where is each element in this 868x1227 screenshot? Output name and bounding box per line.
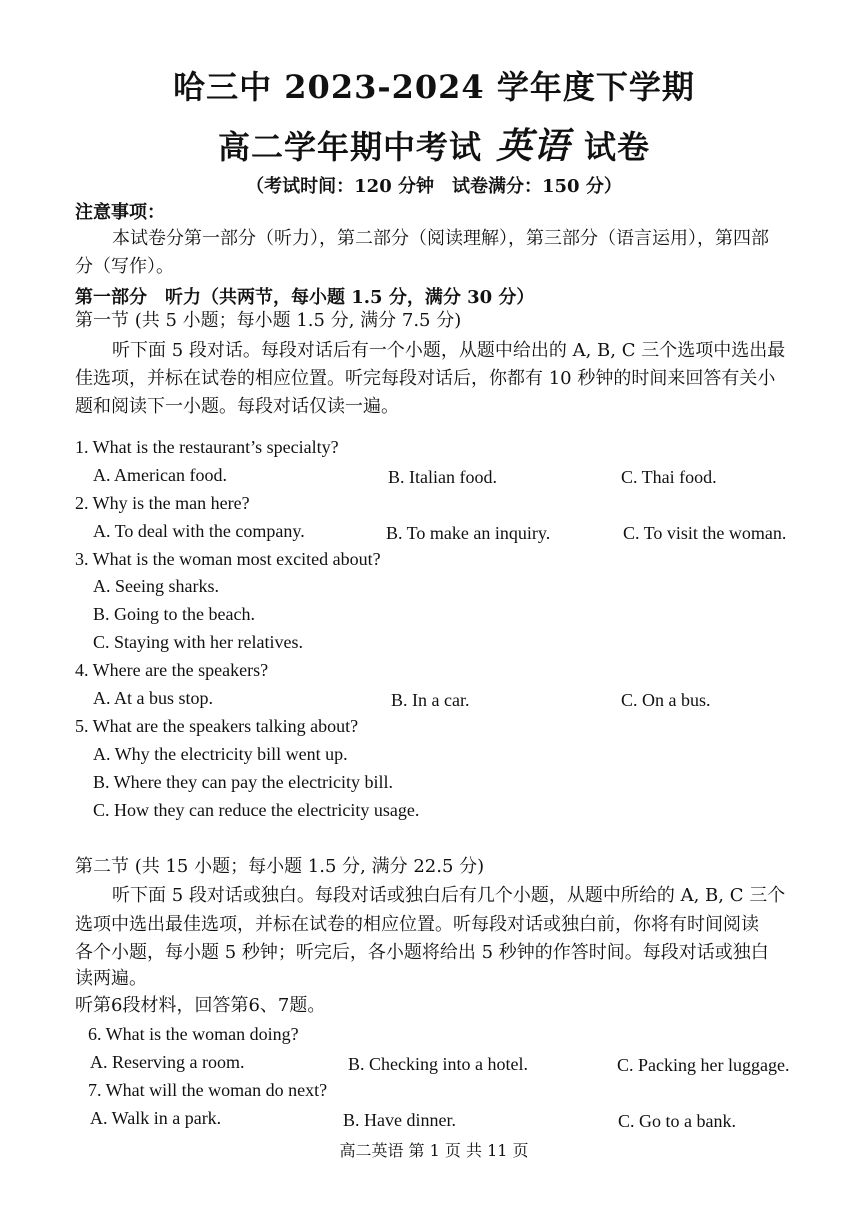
part1-heading: 第一部分 听力（共两节，每小题 1.5 分，满分 30 分） [75,287,535,308]
q3-option-c: C. Staying with her relatives. [93,632,303,652]
section2-instructions-1: 听下面 5 段对话或独白。每段对话或独白后有几个小题，从题中所给的 A, B, C 三个 [112,885,786,906]
question-3: 3. What is the woman most excited about? [75,549,381,569]
question-4: 4. Where are the speakers? [75,660,269,680]
q7-option-b: B. Have dinner. [343,1110,456,1130]
notice-line2: 分（写作）。 [75,256,174,277]
q3-option-b: B. Going to the beach. [93,604,255,624]
q7-option-c: C. Go to a bank. [618,1111,736,1131]
question-1: 1. What is the restaurant’s specialty? [75,437,339,457]
section2-instructions-2: 选项中选出最佳选项，并标在试卷的相应位置。听每段对话或独白前，你将有时间阅读 [75,914,759,935]
section1-heading: 第一节 (共 5 小题；每小题 1.5 分, 满分 7.5 分) [75,310,462,331]
q4-option-b: B. In a car. [391,690,470,710]
q5-option-b: B. Where they can pay the electricity bill. [93,772,394,792]
section2-heading: 第二节 (共 15 小题；每小题 1.5 分, 满分 22.5 分) [75,856,485,877]
q4-option-c: C. On a bus. [621,690,711,710]
exam-title-line1: 哈三中 2023-2024 学年度下学期 [173,68,695,106]
q6-option-a: A. Reserving a room. [90,1052,245,1072]
question-7: 7. What will the woman do next? [88,1080,328,1100]
exam-title-prefix: 高二学年期中考试 [217,128,482,166]
q2-option-a: A. To deal with the company. [93,521,305,541]
section1-instructions-1: 听下面 5 段对话。每段对话后有一个小题，从题中给出的 A, B, C 三个选项中选出最 [112,340,786,361]
q2-option-b: B. To make an inquiry. [386,523,551,543]
q7-option-a: A. Walk in a park. [90,1108,222,1128]
section2-instructions-3: 各个小题，每小题 5 秒钟；听完后，各小题将给出 5 秒钟的作答时间。每段对话或独白 [75,942,769,963]
exam-time-score: （考试时间：120 分钟 试卷满分：150 分） [246,176,622,197]
question-2: 2. Why is the man here? [75,493,250,513]
notice-heading: 注意事项： [75,202,165,223]
exam-subject: 英语 [495,125,570,167]
exam-title-suffix: 试卷 [584,128,651,166]
material-6-instruction: 听第6段材料，回答第6、7题。 [75,995,326,1016]
page-footer: 高二英语 第 1 页 共 11 页 [339,1141,529,1160]
q1-option-b: B. Italian food. [388,467,497,487]
exam-title-line2 [0,118,868,169]
section1-instructions-2: 佳选项，并标在试卷的相应位置。听完每段对话后，你都有 10 秒钟的时间来回答有关小 [75,368,776,389]
section1-instructions-3: 题和阅读下一小题。每段对话仅读一遍。 [75,396,399,417]
question-5: 5. What are the speakers talking about? [75,716,359,736]
q2-option-c: C. To visit the woman. [623,523,787,543]
q5-option-a: A. Why the electricity bill went up. [93,744,348,764]
q3-option-a: A. Seeing sharks. [93,576,219,596]
q6-option-b: B. Checking into a hotel. [348,1054,528,1074]
q5-option-c: C. How they can reduce the electricity usage. [93,800,420,820]
q1-option-a: A. American food. [93,465,227,485]
q4-option-a: A. At a bus stop. [93,688,214,708]
q6-option-c: C. Packing her luggage. [617,1055,790,1075]
section2-instructions-4: 读两遍。 [75,968,147,989]
notice-line1: 本试卷分第一部分（听力），第二部分（阅读理解），第三部分（语言运用），第四部 [112,228,769,249]
question-6: 6. What is the woman doing? [88,1024,299,1044]
q1-option-c: C. Thai food. [621,467,717,487]
